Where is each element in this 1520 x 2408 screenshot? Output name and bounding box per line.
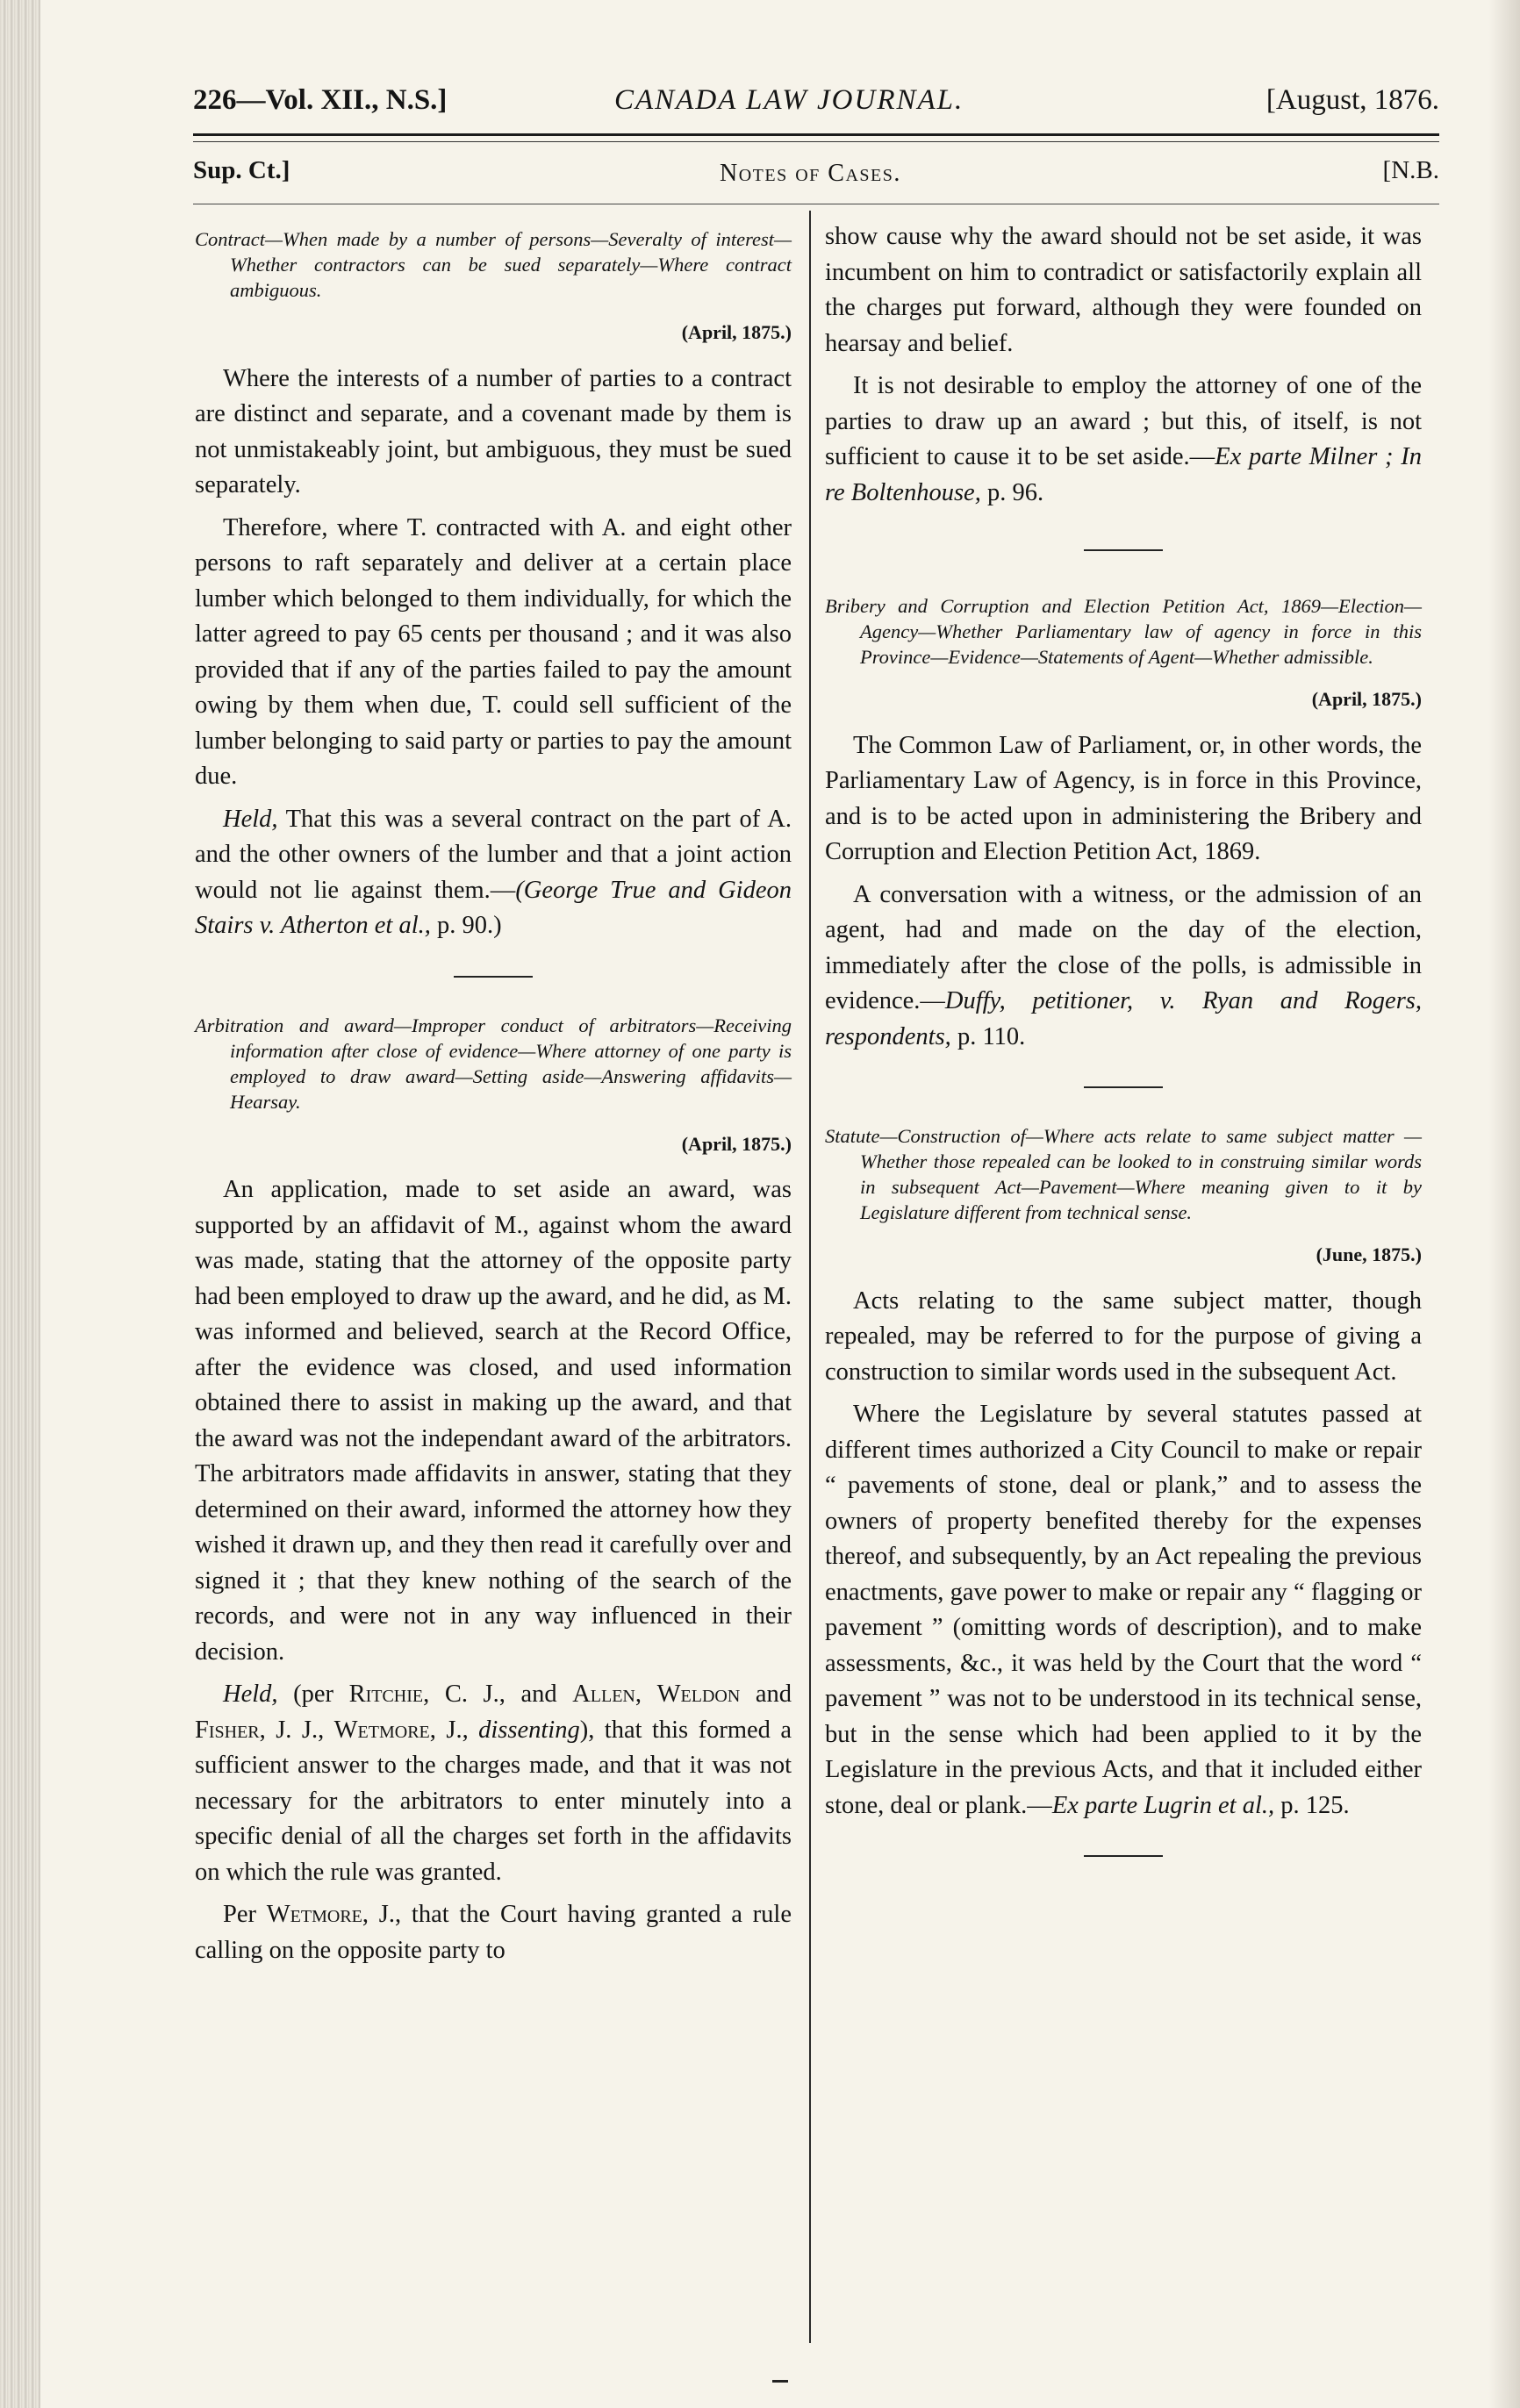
case-headnote: Statute—Construction of—Where acts relate to same subject matter — Whether those repealed can be looked to in construing similar words in subsequent Act—Pavement—Where meaning given to it by Legislature different from technical sense. (825, 1125, 1422, 1223)
case-paragraph: A conversation with a witness, or the admission of an agent, had and made on the day of the election, immediately after the close of the polls, is admissible in evidence.—Duffy, petitioner, v. Ryan and Rogers, respondents, p. 110. (825, 880, 1422, 1050)
case-date: (April, 1875.) (1311, 688, 1422, 710)
case-separator (1084, 1086, 1163, 1088)
case-paragraph: Where the interests of a number of parties to a contract are distinct and separate, and a covenant made by them is not unmistakeably joint, but ambiguous, they must be sued separately. (195, 364, 792, 498)
case-paragraph: It is not desirable to employ the attorney of one of the parties to draw up an award ; but this, of itself, is not sufficient to cause it to be set aside.—Ex parte Milner ; In re Boltenhouse, p. 96. (825, 372, 1422, 506)
case-paragraph: Held, (per Ritchie, C. J., and Allen, Weldon and Fisher, J. J., Wetmore, J., dissenting), that this formed a sufficient answer to the charges made, and that it was not necessary for the arbitrators to enter minutely into a specific denial of all the charges set forth in the affidavits on which the rule was granted. (195, 1681, 792, 1886)
column-divider (809, 211, 811, 2343)
judge-name: Allen (572, 1681, 635, 1708)
case-paragraph: The Common Law of Parliament, or, in other words, the Parliamentary Law of Agency, is in force in this Province, and is to be acted upon in administering the Bribery and Corruption and Election Petition Act, 1869. (825, 731, 1422, 865)
case-paragraph: Per Wetmore, J., that the Court having granted a rule calling on the opposite party to (195, 1901, 792, 1964)
court-label: Sup. Ct.] (193, 156, 290, 184)
case-separator (1084, 1855, 1163, 1857)
case-separator (1084, 549, 1163, 551)
header-rule-thick (193, 133, 1439, 136)
case-paragraph: Held, That this was a several contract on the part of A. and the other owners of the lumber and that a joint action would not lie against them.—(George True and Gideon Stairs v. Atherton et al., p. 90.) (195, 805, 792, 939)
section-header (193, 156, 1439, 197)
case-date: (April, 1875.) (681, 1132, 792, 1155)
judge-name: Fisher (195, 1716, 260, 1744)
scan-edge-right (1488, 0, 1520, 2408)
held-label: Held, (223, 1681, 278, 1708)
case-separator (454, 976, 533, 978)
section-title: Notes of Cases. (720, 160, 901, 187)
case-paragraph: Acts relating to the same subject matter, though repealed, may be referred to for the purpose of giving a construction to similar words used in the subsequent Act. (825, 1286, 1422, 1386)
judge-name: Wetmore (333, 1716, 430, 1744)
page-foot-mark (772, 2380, 788, 2383)
province-label: [N.B. (1382, 156, 1439, 184)
case-paragraph: show cause why the award should not be set aside, it was incumbent on him to contradict or satisfactorily explain all the charges put forward, although they were founded on hearsay and belief. (825, 223, 1422, 357)
scan-edge-left (0, 0, 40, 2408)
left-column (195, 219, 792, 1975)
case-headnote: Bribery and Corruption and Election Petition Act, 1869—Election—Agency—Whether Parliamentary law of agency in force in this Province—Evidence—Statements of Agent—Whether admissible. (825, 595, 1422, 668)
case-headnote: Contract—When made by a number of persons—Severalty of interest—Whether contractors can be sued separately—Where contract ambiguous. (195, 228, 792, 301)
judge-name: Weldon (656, 1681, 741, 1708)
dissent-label: dissenting (478, 1716, 580, 1744)
running-header (193, 84, 1439, 128)
case-paragraph: An application, made to set aside an award, was supported by an affidavit of M., against whom the award was made, stating that the attorney of the opposite party had been employed to draw up the award, and he did, as M. was informed and believed, search at the Record Office, after the evidence was closed, and used information obtained there to assist in making up the award, and that the award was not the independant award of the arbitrators. The arbitrators made affidavits in answer, stating that they determined on their award, informed the attorney how they wished it drawn up, and they then read it carefully over and signed it ; that they knew nothing of the search of the records, and were not in any way influenced in their decision. (195, 1176, 792, 1666)
case-date: (April, 1875.) (681, 321, 792, 343)
case-headnote: Arbitration and award—Improper conduct of arbitrators—Receiving information after close of evidence—Where attorney of one party is employed to draw award—Setting aside—Answering affidavits—Hearsay. (195, 1014, 792, 1113)
journal-title: CANADA LAW JOURNAL. (614, 84, 964, 116)
page-volume: 226—Vol. XII., N.S.] (193, 84, 448, 116)
judge-name: Wetmore (266, 1901, 362, 1928)
judge-name: Ritchie (348, 1681, 424, 1708)
case-paragraph: Where the Legislature by several statutes passed at different times authorized a City Council to make or repair “ pavements of stone, deal or plank,” and to assess the owners of property benefited thereby for the expenses thereof, and subsequently, by an Act repealing the previous enactments, gave power to make or repair any “ flagging or pavement ” (omitting words of description), and to make assessments, &c., it was held by the Court that the word “ pavement ” was not to be understood in its technical sense, but in the sense which had been applied to it by the Legislature in the previous Acts, and that it included either stone, deal or plank.—Ex parte Lugrin et al., p. 125. (825, 1401, 1422, 1819)
case-date: (June, 1875.) (1316, 1243, 1422, 1265)
case-citation: (George True and Gideon Stairs v. Atherton et al., (195, 876, 792, 939)
case-citation: Ex parte Milner ; In re Boltenhouse, (825, 443, 1422, 506)
right-column (825, 219, 1422, 1892)
case-citation: Duffy, petitioner, v. Ryan and Rogers, respondents, (825, 987, 1422, 1050)
held-label: Held, (223, 805, 278, 833)
case-paragraph: Therefore, where T. contracted with A. and eight other persons to raft separately and deliver at a certain place lumber which belonged to them individually, for which the latter agreed to pay 65 cents per thousand ; and it was also provided that if any of the parties failed to pay the amount owing by them when due, T. could sell sufficient of the lumber belonging to said party or parties to pay the amount due. (195, 513, 792, 790)
issue-date: [August, 1876. (1265, 84, 1439, 116)
case-citation: Ex parte Lugrin et al., (1051, 1791, 1275, 1819)
header-rule-thin (193, 141, 1439, 142)
